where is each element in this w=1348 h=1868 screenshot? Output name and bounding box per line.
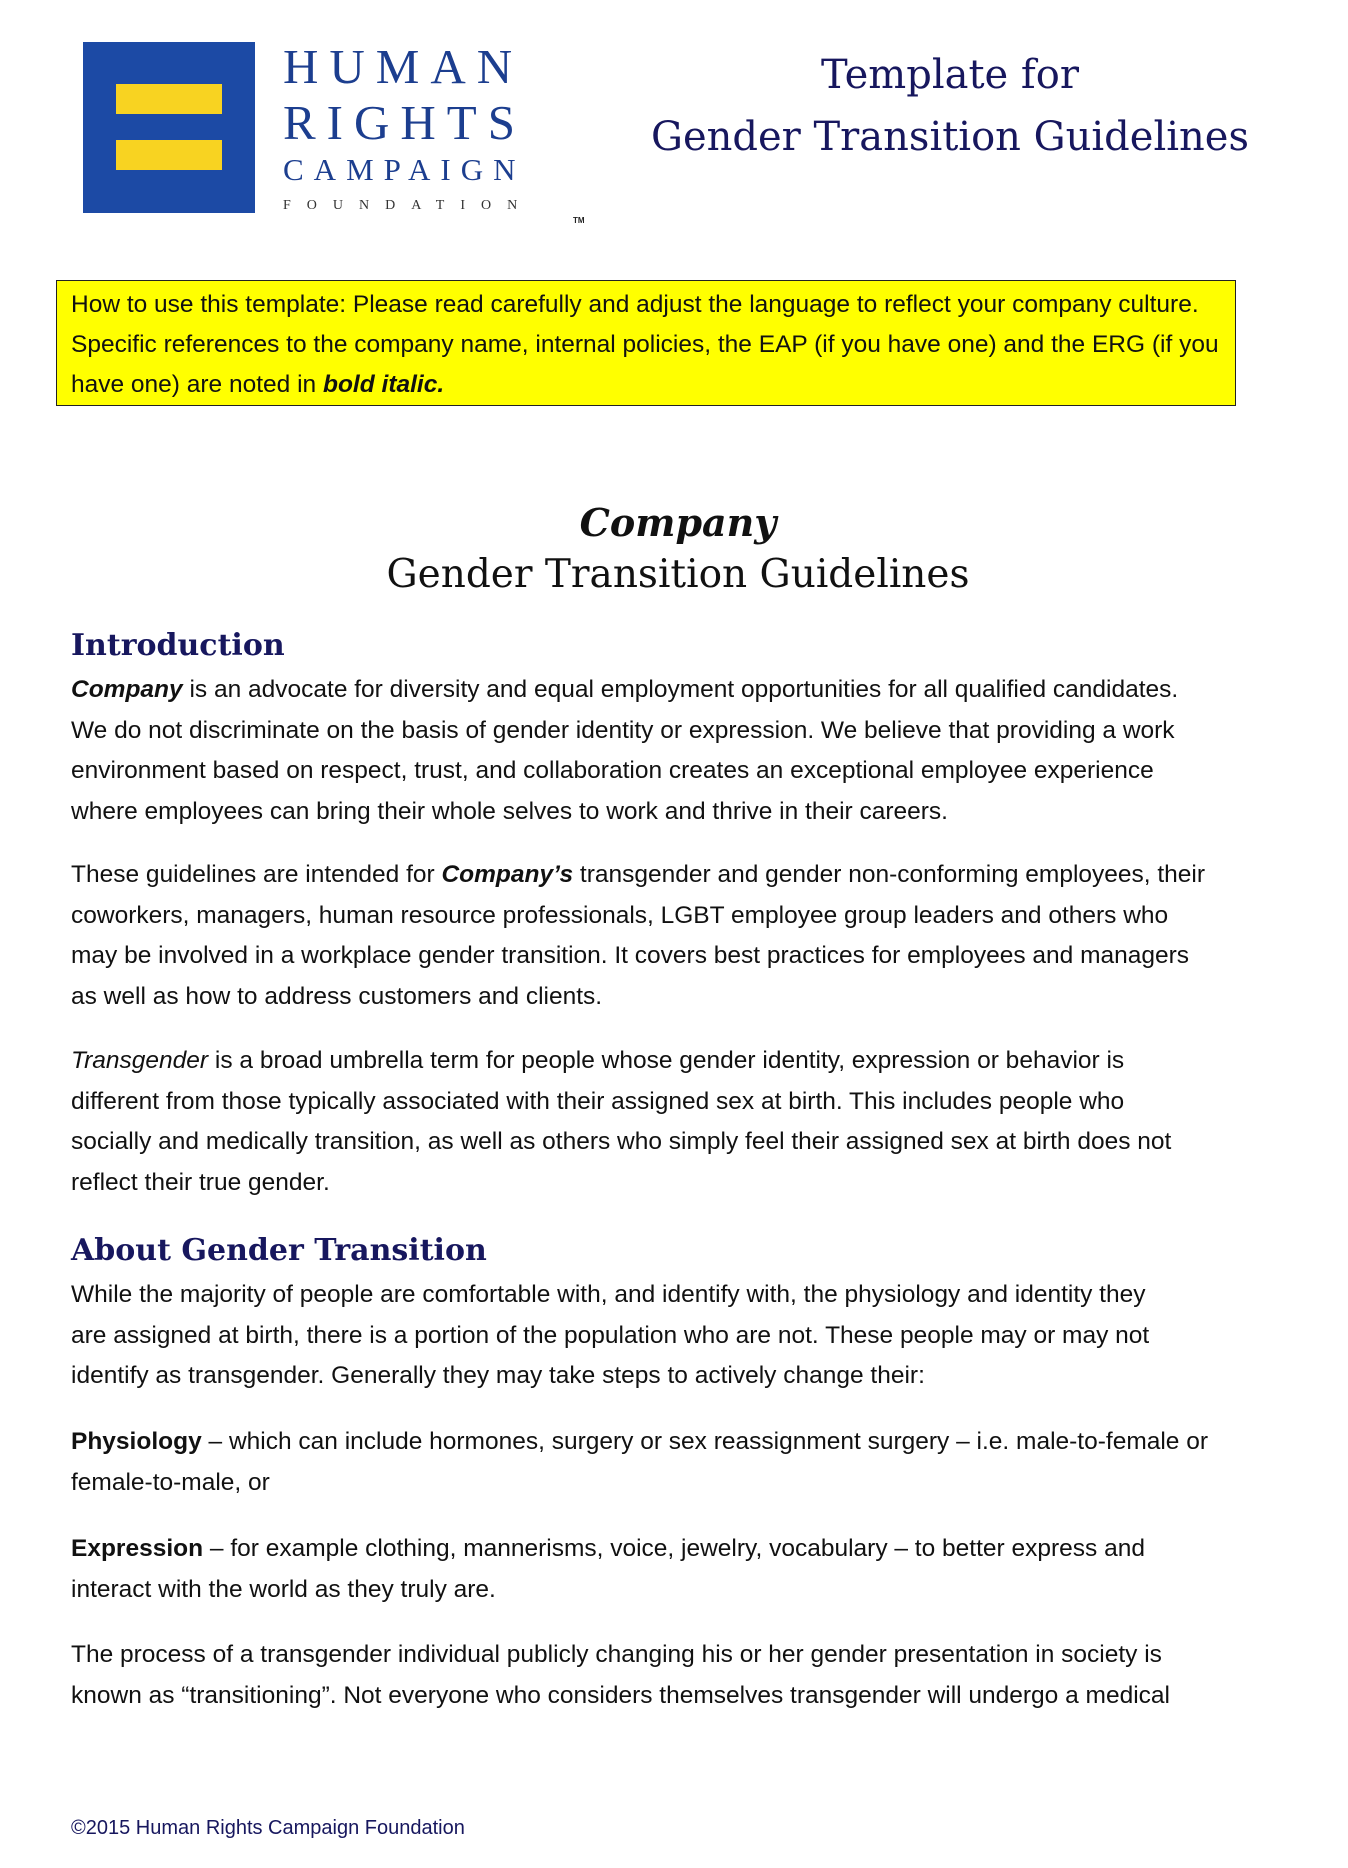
paragraph-text: – for example clothing, mannerisms, voice, jewelry, vocabulary – to better express and <box>203 1535 1145 1562</box>
instructions-line3-text: have one) are noted in <box>71 371 323 398</box>
paragraph-line: We do not discriminate on the basis of gender identity or expression. We believe that providing a work <box>71 716 1175 744</box>
introduction-paragraph-3 <box>71 1041 1291 1203</box>
about-paragraph-physiology <box>71 1422 1291 1503</box>
logo-line-human: HUMAN <box>283 39 524 94</box>
introduction-paragraph-2 <box>71 855 1291 1017</box>
logo-trademark: TM <box>573 216 585 225</box>
paragraph-line: may be involved in a workplace gender transition. It covers best practices for employees and managers <box>71 942 1190 969</box>
hrc-logo <box>83 40 595 232</box>
about-paragraph-1 <box>71 1275 1291 1397</box>
document-title: Gender Transition Guidelines <box>386 552 970 597</box>
template-title-line1: Template for <box>821 52 1079 98</box>
logo-bar-top <box>116 84 222 114</box>
term-transgender: Transgender <box>71 1047 209 1074</box>
paragraph-text: transgender and gender non-conforming employees, their <box>573 861 1206 888</box>
paragraph-line: identify as transgender. Generally they may take steps to actively change their: <box>71 1362 925 1389</box>
logo-line-rights: RIGHTS <box>283 95 526 150</box>
paragraph-text: is an advocate for diversity and equal employment opportunities for all qualified candidates. <box>182 676 1179 703</box>
paragraph-text: – which can include hormones, surgery or sex reassignment surgery – i.e. male-to-female or <box>201 1428 1209 1455</box>
paragraph-line: female-to-male, or <box>71 1468 270 1496</box>
about-paragraph-expression <box>71 1529 1291 1610</box>
logo-line-campaign: CAMPAIGN <box>283 152 526 187</box>
about-gender-transition-heading: About Gender Transition <box>71 1233 487 1268</box>
paragraph-line: where employees can bring their whole selves to work and thrive in their careers. <box>71 797 948 825</box>
paragraph-line: as well as how to address customers and clients. <box>71 982 603 1010</box>
company-placeholder: Company’s <box>441 861 574 888</box>
logo-bar-bottom <box>116 140 222 170</box>
equal-sign-logo-icon <box>83 42 255 213</box>
introduction-paragraph-1 <box>71 670 1291 832</box>
paragraph-line: interact with the world as they truly are. <box>71 1575 496 1603</box>
document-company-name: Company <box>579 500 777 545</box>
template-title-line2: Gender Transition Guidelines <box>651 114 1249 160</box>
paragraph-line <box>71 1041 1291 1082</box>
paragraph-line: The process of a transgender individual publicly changing his or her gender presentation in society is <box>71 1641 1162 1668</box>
copyright-footer: ©2015 Human Rights Campaign Foundation <box>71 1817 465 1839</box>
paragraph-line: coworkers, managers, human resource professionals, LGBT employee group leaders and others who <box>71 901 1169 929</box>
paragraph-line <box>71 1529 1291 1570</box>
paragraph-line: known as “transitioning”. Not everyone who considers themselves transgender will undergo a medical <box>71 1681 1170 1709</box>
instructions-line3 <box>71 365 1221 405</box>
paragraph-line: are assigned at birth, there is a portion of the population who are not. These people may or may not <box>71 1321 1150 1349</box>
paragraph-text: is a broad umbrella term for people whose gender identity, expression or behavior is <box>208 1047 1125 1074</box>
instructions-line1: How to use this template: Please read carefully and adjust the language to reflect your company culture. <box>71 291 1199 318</box>
paragraph-line: different from those typically associated with their assigned sex at birth. This includes people who <box>71 1087 1125 1115</box>
paragraph-line: environment based on respect, trust, and collaboration creates an exceptional employee experience <box>71 757 1154 784</box>
paragraph-line: socially and medically transition, as well as others who simply feel their assigned sex at birth does not <box>71 1128 1172 1155</box>
paragraph-line: While the majority of people are comfortable with, and identify with, the physiology and identity they <box>71 1281 1146 1308</box>
paragraph-line <box>71 1422 1291 1463</box>
company-placeholder: Company <box>71 676 183 703</box>
paragraph-line <box>71 855 1291 896</box>
term-physiology: Physiology <box>71 1428 202 1455</box>
introduction-heading: Introduction <box>71 628 285 663</box>
logo-line-foundation: FOUNDATION <box>283 198 534 213</box>
template-instructions-box <box>56 280 1236 406</box>
about-paragraph-4 <box>71 1635 1291 1716</box>
paragraph-line <box>71 670 1291 711</box>
instructions-bold-italic: bold italic. <box>323 371 445 398</box>
template-title <box>630 44 1270 168</box>
paragraph-line: reflect their true gender. <box>71 1168 330 1196</box>
paragraph-text: These guidelines are intended for <box>71 861 442 888</box>
instructions-line2: Specific references to the company name, internal policies, the EAP (if you have one) and the ERG (if you <box>71 331 1219 358</box>
term-expression: Expression <box>71 1535 204 1562</box>
